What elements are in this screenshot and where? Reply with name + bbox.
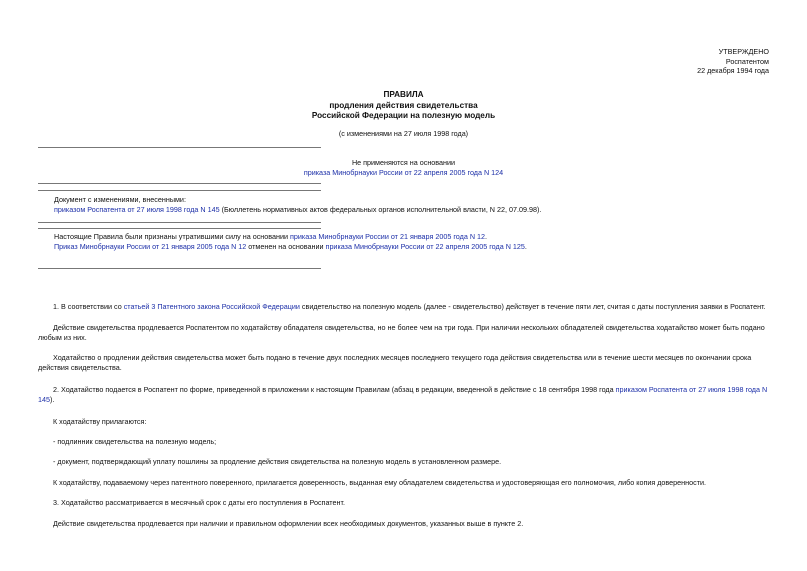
- paragraph-7: - документ, подтверждающий уплату пошлины за продление действия свидетельства на полезную модель в установленном размере.: [53, 457, 502, 466]
- divider-2: [38, 183, 321, 184]
- paragraph-3: Ходатайство о продлении действия свидетельства может быть подано в течение двух последних месяцев последнего текущего года действия свидетельства или в течение шести месяцев по окончании срока действия свидетельства.: [38, 353, 752, 372]
- invalidation-link-3[interactable]: приказа Минобрнауки России от 22 апреля 2005 года N 125: [325, 241, 525, 251]
- invalidation-link-1[interactable]: приказа Минобрнауки России от 21 января 2005 года N 12: [290, 232, 486, 241]
- changes-tail: (Бюллетень нормативных актов федеральных органов исполнительной власти, N 22, 07.09.98).: [219, 204, 542, 214]
- paragraph-5: К ходатайству прилагаются:: [53, 417, 147, 426]
- p1-text-b: свидетельство на полезную модель (далее - свидетельство) действует в течение пяти лет, считая с даты поступления заявки в Роспатент.: [299, 302, 766, 311]
- p4-text-a: 2. Ходатайство подается в Роспатент по форме, приведенной в приложении к настоящим Правилам (абзац в редакции, введенной в действие с 18 сентября 1998 года: [53, 385, 616, 394]
- title-line-3: Российской Федерации на полезную модель: [311, 111, 496, 121]
- divider-6: [38, 268, 321, 269]
- paragraph-9: 3. Ходатайство рассматривается в месячный срок с даты его поступления в Роспатент.: [53, 498, 345, 507]
- title-line-2: продления действия свидетельства: [329, 100, 478, 110]
- divider-3: [38, 190, 321, 191]
- paragraph-1: [38, 302, 770, 312]
- invalidation-link-2[interactable]: Приказ Минобрнауки России от 21 января 2005 года N 12: [54, 241, 247, 251]
- not-applied-link[interactable]: приказа Минобрнауки России от 22 апреля 2005 года N 124: [303, 167, 504, 177]
- paragraph-10: Действие свидетельства продлевается при наличии и правильном оформлении всех необходимых документов, указанных выше в пункте 2.: [53, 519, 524, 528]
- changes-block: [54, 195, 774, 214]
- p4-text-b: ).: [50, 394, 55, 404]
- invalidation-block: [54, 232, 774, 251]
- paragraph-2: Действие свидетельства продлевается Роспатентом по ходатайству обладателя свидетельства, но не более чем на три года. При наличии нескольких обладателей свидетельства ходатайство может быть подано любым из них.: [38, 323, 765, 342]
- approval-block: [569, 47, 769, 76]
- divider-5: [38, 228, 321, 229]
- paragraph-6: - подлинник свидетельства на полезную модель;: [53, 437, 217, 446]
- document-title: [0, 90, 807, 122]
- approval-line-1: УТВЕРЖДЕНО: [718, 47, 769, 56]
- changes-link[interactable]: приказом Роспатента от 27 июля 1998 года N 145: [54, 204, 220, 214]
- not-applied-text: Не применяются на основании: [351, 158, 456, 167]
- not-applied-block: [0, 158, 807, 177]
- divider-4: [38, 222, 321, 223]
- invalidation-line-1: [54, 232, 774, 242]
- divider-1: [38, 147, 321, 148]
- invalidation-line-2: [54, 242, 774, 252]
- changes-intro: Документ с изменениями, внесенными:: [54, 195, 186, 204]
- paragraph-8: К ходатайству, подаваемому через патентного поверенного, прилагается доверенность, выданная ему обладателем свидетельства и удостоверяющая его полномочия, либо копия доверенности.: [53, 478, 706, 487]
- order-145-link[interactable]: приказом Роспатента от 27 июля 1998 года N 145: [38, 385, 768, 404]
- approval-line-2: Роспатентом: [725, 56, 769, 66]
- invalidation-end-2: .: [524, 241, 527, 251]
- approval-line-3: 22 декабря 1994 года: [697, 66, 769, 75]
- changes-line: [54, 205, 774, 215]
- title-note: (с изменениями на 27 июля 1998 года): [338, 129, 469, 138]
- p1-text-a: 1. В соответствии со: [53, 302, 124, 311]
- patent-law-link[interactable]: статьей 3 Патентного закона Российской Федерации: [123, 302, 300, 311]
- title-line-1: ПРАВИЛА: [383, 90, 424, 99]
- invalidation-mid: отменен на основании: [246, 241, 326, 251]
- invalidation-end-1: .: [485, 232, 488, 241]
- invalidation-text: Настоящие Правила были признаны утратившими силу на основании: [54, 232, 291, 241]
- paragraph-4: [38, 385, 770, 404]
